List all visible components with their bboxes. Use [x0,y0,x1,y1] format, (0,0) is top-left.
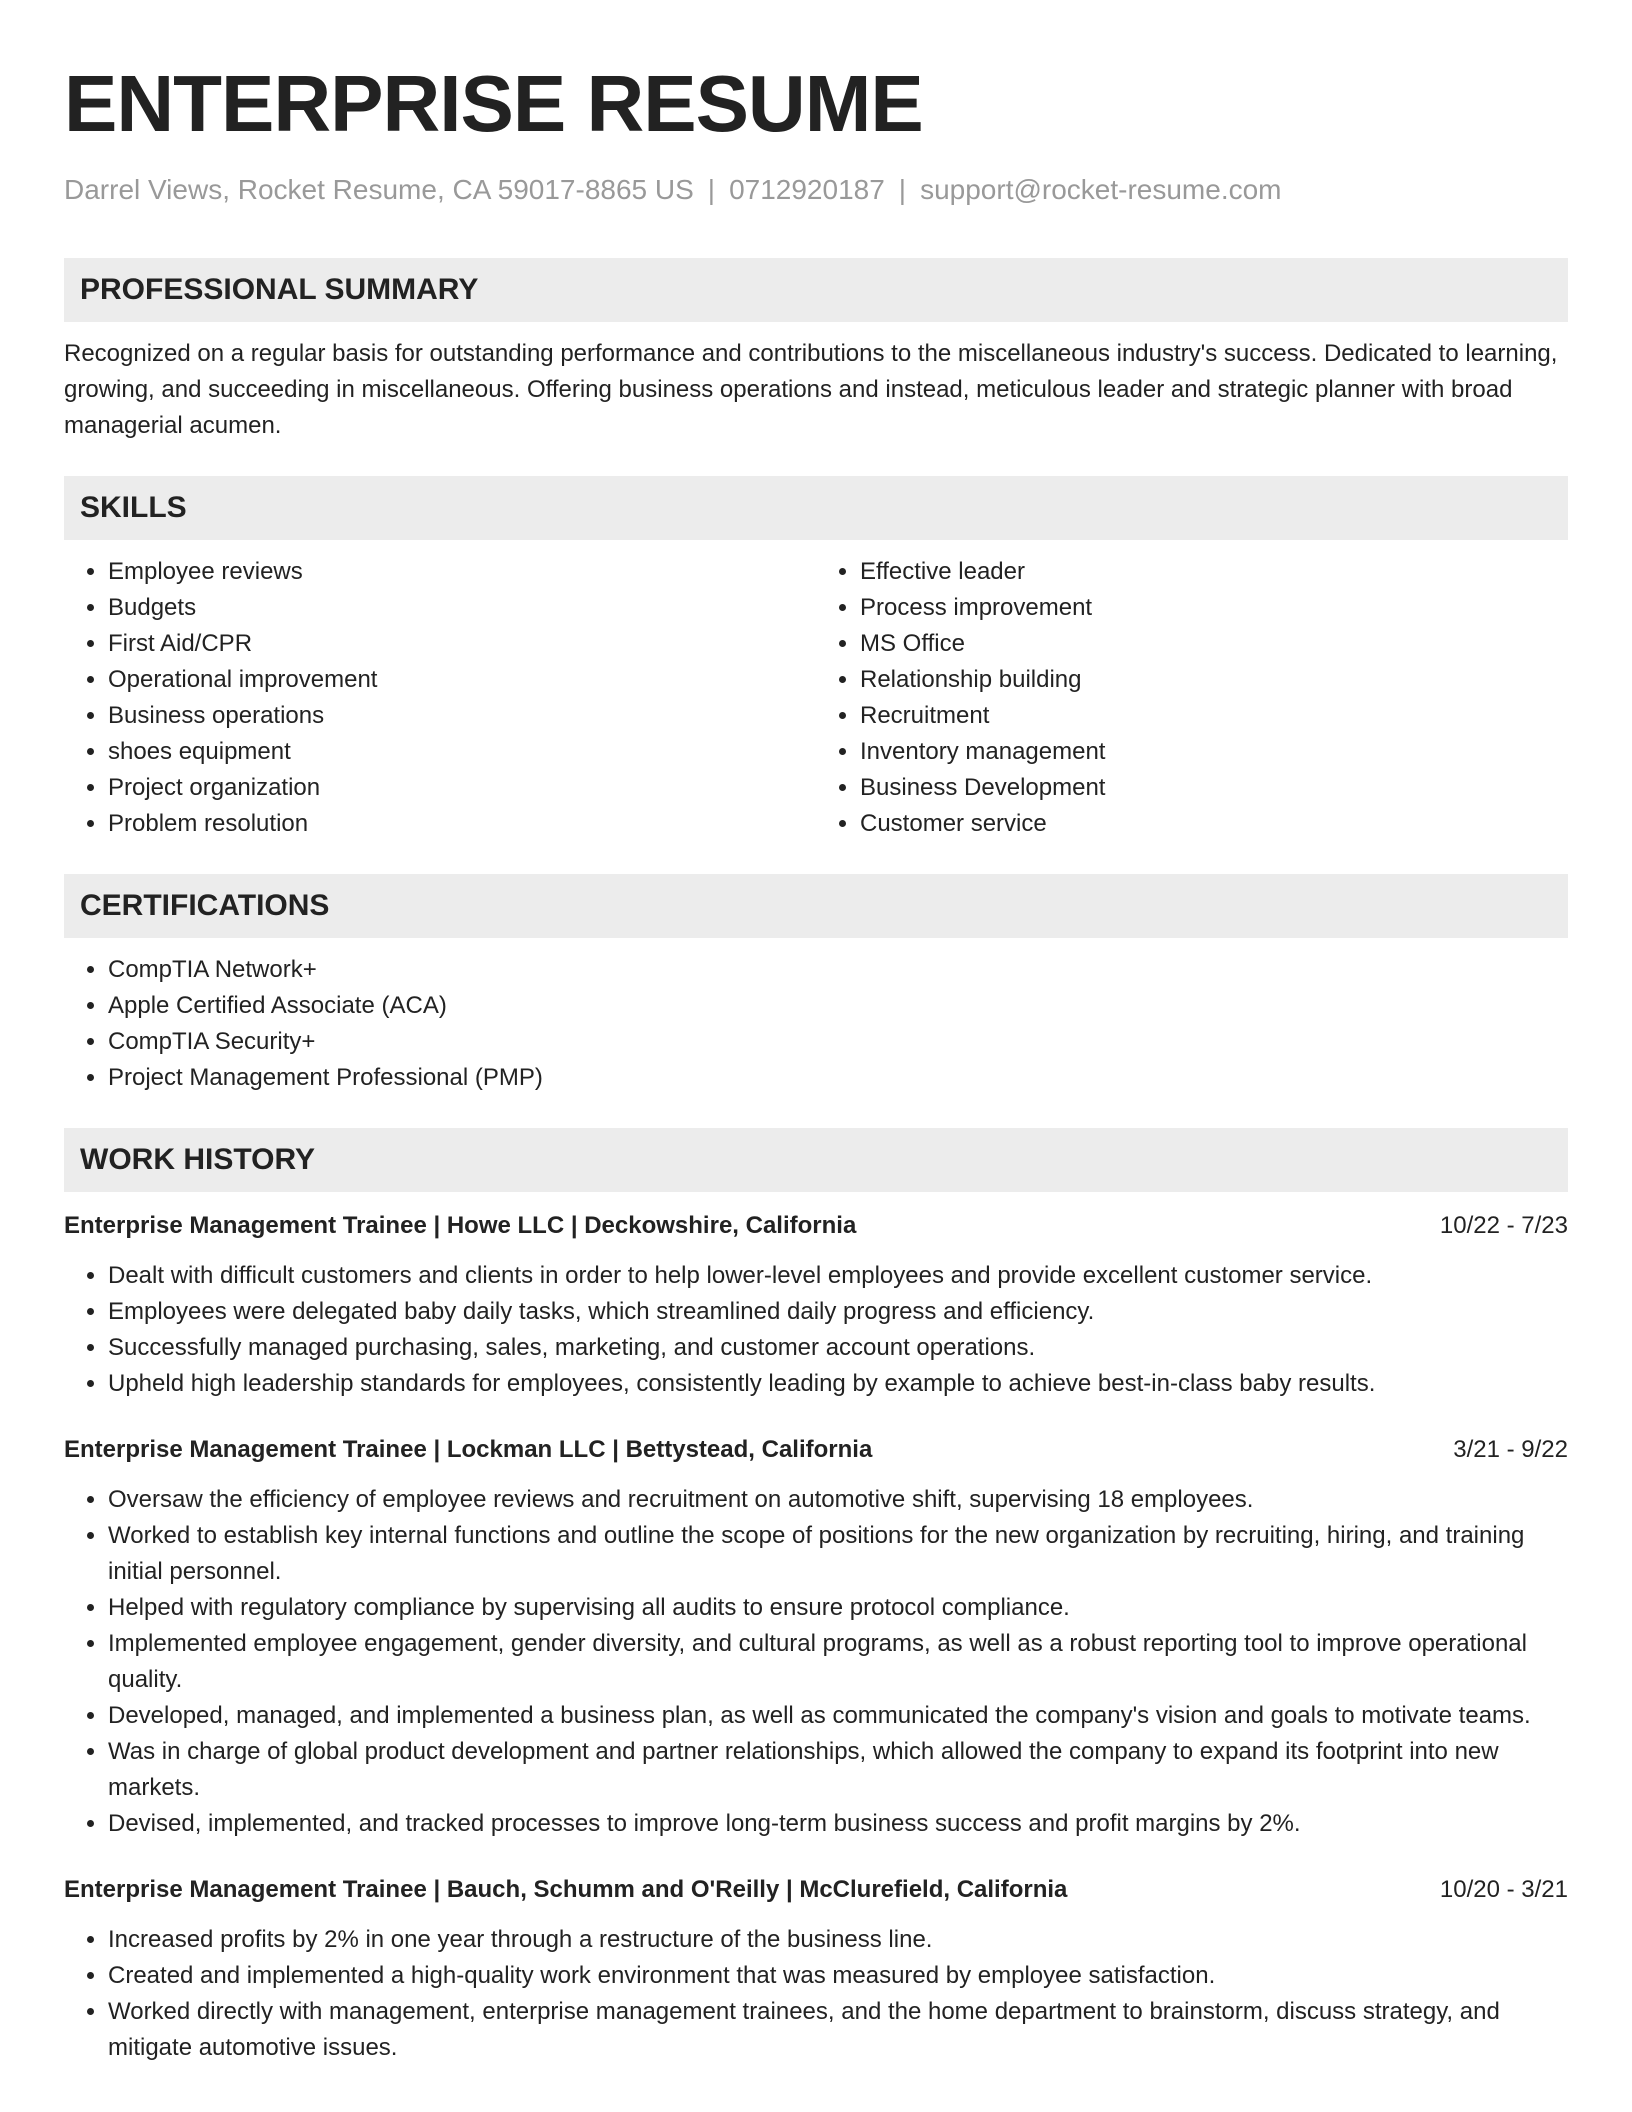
job-bullet: • Successfully managed purchasing, sales, marketing, and customer account operations. [108,1330,1568,1366]
skill-item: • Customer service [860,806,1568,842]
job-dates: 3/21 - 9/22 [1453,1436,1568,1463]
skills-list-left [64,554,816,842]
job-bullet: • Employees were delegated baby daily tasks, which streamlined daily progress and efficiency. [108,1294,1568,1330]
certification-item: • CompTIA Security+ [108,1024,1568,1060]
skills-grid [64,540,1568,842]
jobs-container [64,1208,1568,2066]
skill-item: • MS Office [860,626,1568,662]
certification-item: • Project Management Professional (PMP) [108,1060,1568,1096]
skill-item: • Process improvement [860,590,1568,626]
job-bullet: • Developed, managed, and implemented a business plan, as well as communicated the company's vision and goals to motivate teams. [108,1698,1568,1734]
job-bullet: • Was in charge of global product development and partner relationships, which allowed the company to expand its footprint into new markets. [108,1734,1568,1806]
job-bullet: • Worked directly with management, enterprise management trainees, and the home department to brainstorm, discuss strategy, and mitigate automotive issues. [108,1994,1568,2066]
job-bullets [64,1922,1568,2066]
job-dates: 10/20 - 3/21 [1439,1876,1568,1903]
skill-item: • Relationship building [860,662,1568,698]
job-title: Enterprise Management Trainee | Lockman LLC | Bettystead, California [64,1436,873,1463]
professional-summary-section [64,258,1568,444]
job-header [64,1872,1568,1908]
contact-email: support@rocket-resume.com [920,174,1282,205]
skill-item: • Budgets [108,590,816,626]
section-header-professional-summary: PROFESSIONAL SUMMARY [64,258,1568,322]
certification-item: • Apple Certified Associate (ACA) [108,988,1568,1024]
contact-separator: | [898,174,907,205]
job-dates: 10/22 - 7/23 [1439,1212,1568,1239]
job-bullet: • Devised, implemented, and tracked processes to improve long-term business success and profit margins by 2%. [108,1806,1568,1842]
job-bullet: • Upheld high leadership standards for employees, consistently leading by example to achieve best-in-class baby results. [108,1366,1568,1402]
skill-item: • Operational improvement [108,662,816,698]
job-entry [64,1872,1568,2066]
job-bullet: • Dealt with difficult customers and clients in order to help lower-level employees and provide excellent customer service. [108,1258,1568,1294]
contact-line [64,172,1568,208]
skill-item: • shoes equipment [108,734,816,770]
job-header [64,1432,1568,1468]
job-header [64,1208,1568,1244]
skill-item: • Employee reviews [108,554,816,590]
skills-list-right [816,554,1568,842]
work-history-section [64,1128,1568,2066]
skill-item: • Effective leader [860,554,1568,590]
certification-item: • CompTIA Network+ [108,952,1568,988]
contact-separator: | [707,174,716,205]
section-header-certifications: CERTIFICATIONS [64,874,1568,938]
candidate-name: ENTERPRISE RESUME [64,59,923,148]
certifications-list [64,952,1568,1096]
skills-section [64,476,1568,842]
contact-phone: 0712920187 [729,174,885,205]
skill-item: • Recruitment [860,698,1568,734]
section-header-skills: SKILLS [64,476,1568,540]
skill-item: • Problem resolution [108,806,816,842]
job-bullets [64,1482,1568,1842]
job-bullet: • Helped with regulatory compliance by supervising all audits to ensure protocol compliance. [108,1590,1568,1626]
job-title: Enterprise Management Trainee | Howe LLC | Deckowshire, California [64,1212,857,1239]
job-entry [64,1432,1568,1842]
skill-item: • Business operations [108,698,816,734]
skill-item: • Business Development [860,770,1568,806]
job-bullet: • Increased profits by 2% in one year through a restructure of the business line. [108,1922,1568,1958]
skill-item: • Inventory management [860,734,1568,770]
skill-item: • Project organization [108,770,816,806]
summary-text: Recognized on a regular basis for outstanding performance and contributions to the miscellaneous industry's success. Dedicated to learning, growing, and succeeding in miscellaneous. Offering business operations and instead, meticulous leader and strategic planner with broad managerial acumen. [64,340,1558,439]
contact-address: Darrel Views, Rocket Resume, CA 59017-8865 US [64,174,694,205]
job-entry [64,1208,1568,1402]
job-title: Enterprise Management Trainee | Bauch, Schumm and O'Reilly | McClurefield, California [64,1876,1068,1903]
job-bullet: • Created and implemented a high-quality work environment that was measured by employee satisfaction. [108,1958,1568,1994]
certifications-section [64,874,1568,1096]
section-header-work-history: WORK HISTORY [64,1128,1568,1192]
job-bullet: • Oversaw the efficiency of employee reviews and recruitment on automotive shift, supervising 18 employees. [108,1482,1568,1518]
job-bullet: • Worked to establish key internal functions and outline the scope of positions for the new organization by recruiting, hiring, and training initial personnel. [108,1518,1568,1590]
job-bullets [64,1258,1568,1402]
job-bullet: • Implemented employee engagement, gender diversity, and cultural programs, as well as a robust reporting tool to improve operational quality. [108,1626,1568,1698]
skill-item: • First Aid/CPR [108,626,816,662]
